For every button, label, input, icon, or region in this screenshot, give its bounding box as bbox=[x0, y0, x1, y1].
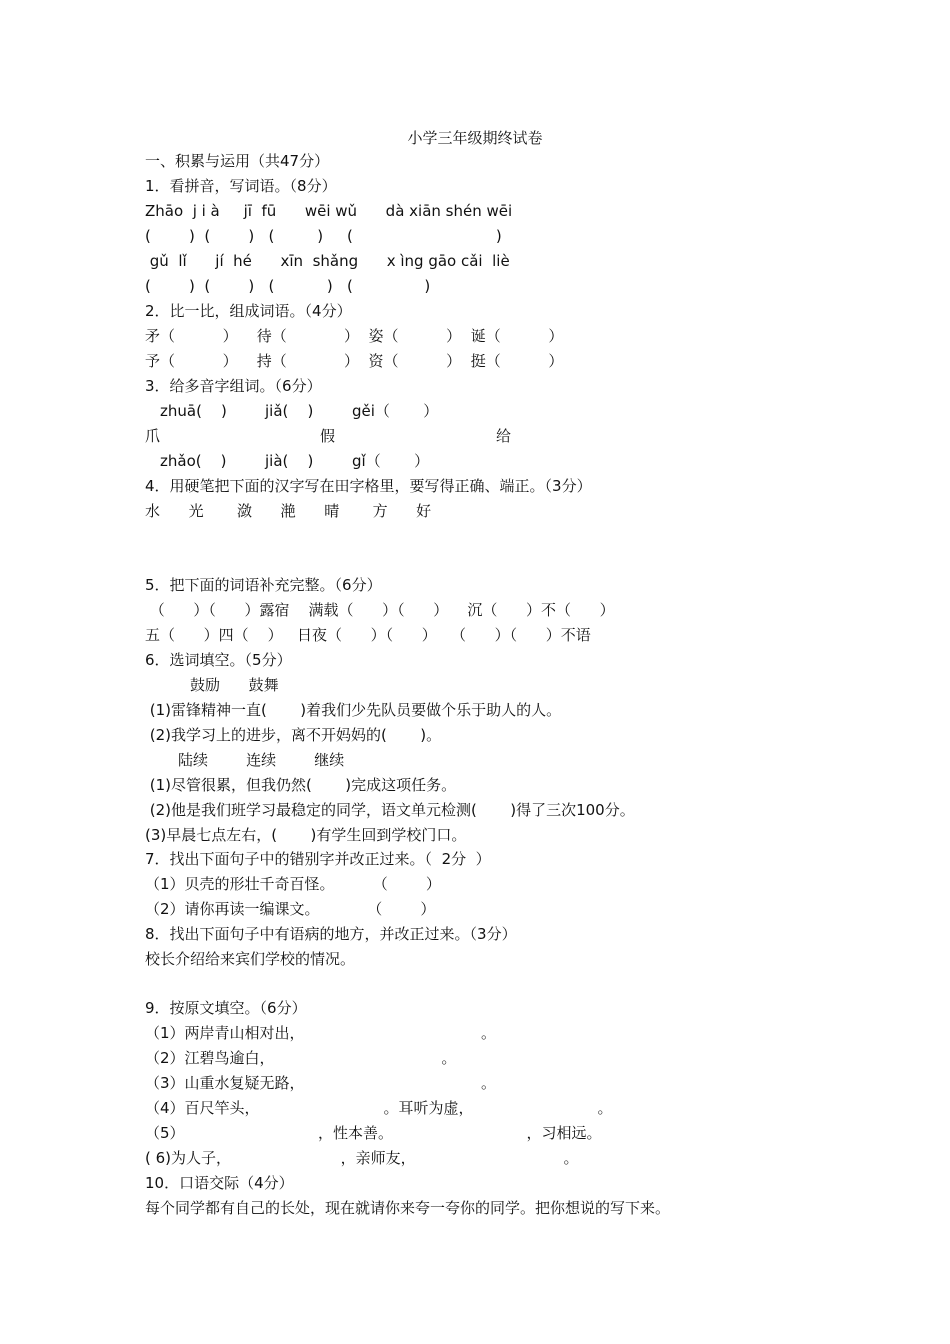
q2-heading: 2．比一比，组成词语。（4分） bbox=[145, 302, 352, 320]
q4-heading: 4．用硬笔把下面的汉字写在田字格里，要写得正确、端正。（3分） bbox=[145, 477, 592, 495]
section-heading: 一、积累与运用（共47分） bbox=[145, 152, 330, 170]
q6-sentence: (2)他是我们班学习最稳定的同学，语文单元检测( )得了三次100分。 bbox=[145, 801, 635, 819]
q9-heading: 9．按原文填空。（6分） bbox=[145, 999, 307, 1017]
q9-line: （2）江碧鸟逾白， 。 bbox=[145, 1049, 457, 1067]
q6-sentence: (1)尽管很累，但我仍然( )完成这项任务。 bbox=[145, 776, 457, 794]
q1-blanks-row: ( ) ( ) ( ) ( ) bbox=[145, 227, 502, 245]
q7-sentence: （2）请你再读一编课文。 （ ） bbox=[145, 900, 436, 918]
q5-row: 五（ ）四（ ） 日夜（ ）（ ） （ ）（ ）不语 bbox=[145, 626, 591, 644]
q6-sentence: (2)我学习上的进步，离不开妈妈的( )。 bbox=[145, 726, 442, 744]
q8-sentence: 校长介绍给来宾们学校的情况。 bbox=[145, 950, 356, 968]
q3-character: 爪 bbox=[145, 427, 161, 445]
q3-pinyin: jià( ) bbox=[265, 452, 314, 470]
q3-pinyin: gǐ（ ） bbox=[352, 452, 430, 470]
q6-heading: 6．选词填空。（5分） bbox=[145, 651, 292, 669]
q9-line: （4）百尺竿头， 。耳听为虚， 。 bbox=[145, 1099, 613, 1117]
q6-word-choices: 鼓励 鼓舞 bbox=[190, 676, 279, 694]
q2-row: 矛（ ） 待（ ） 姿（ ） 诞（ ） bbox=[145, 327, 564, 345]
q6-word-choices: 陆续 连续 继续 bbox=[178, 751, 345, 769]
q4-characters: 水 光 潋 滟 晴 方 好 bbox=[145, 502, 432, 520]
q3-character: 假 bbox=[320, 427, 336, 445]
q1-pinyin-row: Zhāo j i à jī fū wēi wǔ dà xiān shén wēi bbox=[145, 202, 513, 220]
exam-title: 小学三年级期终试卷 bbox=[407, 129, 543, 147]
q7-heading: 7．找出下面句子中的错别字并改正过来。（ 2分 ） bbox=[145, 850, 491, 868]
q7-sentence: （1）贝壳的形壮千奇百怪。 （ ） bbox=[145, 875, 441, 893]
q1-pinyin-row: gǔ lǐ jí hé xīn shǎng x ìng gāo cǎi liè bbox=[145, 252, 510, 270]
q1-blanks-row: ( ) ( ) ( ) ( ) bbox=[145, 277, 431, 295]
q1-heading: 1．看拼音，写词语。（8分） bbox=[145, 177, 337, 195]
q3-pinyin: zhǎo( ) bbox=[160, 452, 227, 470]
q3-pinyin: zhuā( ) bbox=[160, 402, 227, 420]
q5-row: （ ）（ ）露宿 满载（ ）（ ） 沉（ ）不（ ） bbox=[145, 601, 615, 619]
q3-character: 给 bbox=[496, 427, 512, 445]
q10-prompt: 每个同学都有自己的长处，现在就请你来夸一夸你的同学。把你想说的写下来。 bbox=[145, 1199, 671, 1217]
q8-heading: 8．找出下面句子中有语病的地方，并改正过来。（3分） bbox=[145, 925, 517, 943]
q2-row: 予（ ） 持（ ） 资（ ） 挺（ ） bbox=[145, 352, 564, 370]
q6-sentence: (3)早晨七点左右，( )有学生回到学校门口。 bbox=[145, 826, 467, 844]
q9-line: ( 6)为人子， ，亲师友， 。 bbox=[145, 1149, 579, 1167]
q5-heading: 5．把下面的词语补充完整。（6分） bbox=[145, 576, 382, 594]
q10-heading: 10．口语交际（4分） bbox=[145, 1174, 294, 1192]
q3-heading: 3．给多音字组词。（6分） bbox=[145, 377, 322, 395]
q9-line: （5） ，性本善。 ，习相远。 bbox=[145, 1124, 602, 1142]
q3-pinyin: gěi（ ） bbox=[352, 402, 439, 420]
q9-line: （1）两岸青山相对出， 。 bbox=[145, 1024, 496, 1042]
q3-pinyin: jiǎ( ) bbox=[265, 402, 314, 420]
q9-line: （3）山重水复疑无路， 。 bbox=[145, 1074, 496, 1092]
q6-sentence: (1)雷锋精神一直( )着我们少先队员要做个乐于助人的人。 bbox=[145, 701, 562, 719]
